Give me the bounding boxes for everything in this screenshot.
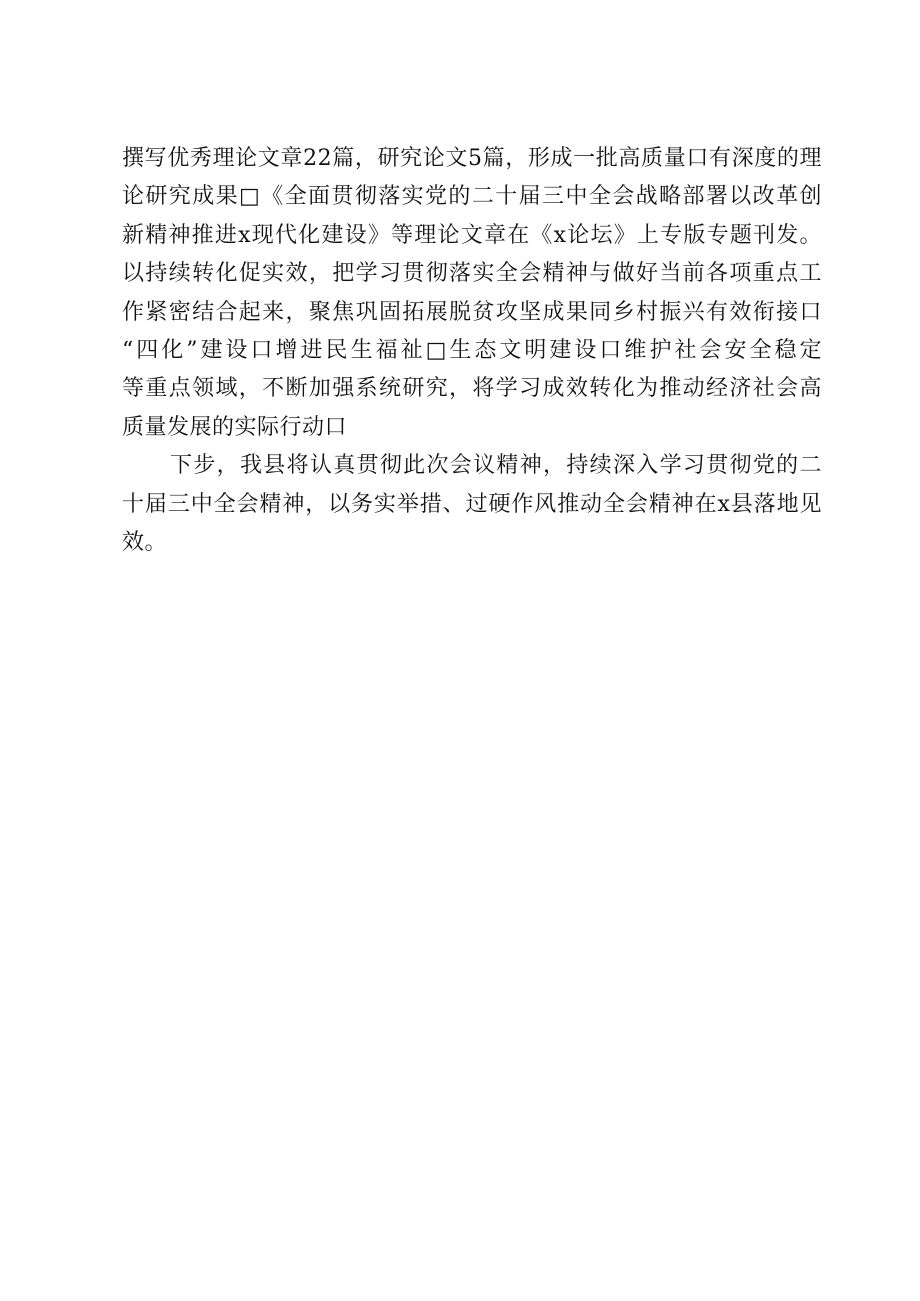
text-line: 十届三中全会精神，以务实举措、过硬作风推动全会精神在x县落地见 (122, 491, 822, 517)
text-line: 撰写优秀理论文章22篇，研究论文5篇，形成一批高质量口有深度的理 (122, 146, 822, 171)
text-line: 效。 (122, 529, 168, 555)
text-line: 以持续转化促实效，把学习贯彻落实全会精神与做好当前各项重点工 (122, 261, 822, 287)
text-line: 新精神推进x现代化建设》等理论文章在《x论坛》上专版专题刊发。 (122, 222, 822, 248)
text-line: 下步，我县将认真贯彻此次会议精神，持续深入学习贯彻党的二 (170, 453, 822, 479)
text-line: 论研究成果□《全面贯彻落实党的二十届三中全会战略部署以改革创 (122, 184, 822, 210)
text-line: 等重点领域，不断加强系统研究，将学习成效转化为推动经济社会高 (122, 376, 822, 402)
text-line: “四化”建设口增进民生福祉□生态文明建设口维护社会安全稳定 (122, 337, 822, 363)
text-line: 作紧密结合起来，聚焦巩固拓展脱贫攻坚成果同乡村振兴有效衔接口 (122, 299, 822, 325)
text-line: 质量发展的实际行动口 (122, 414, 348, 440)
body-text (122, 140, 822, 562)
